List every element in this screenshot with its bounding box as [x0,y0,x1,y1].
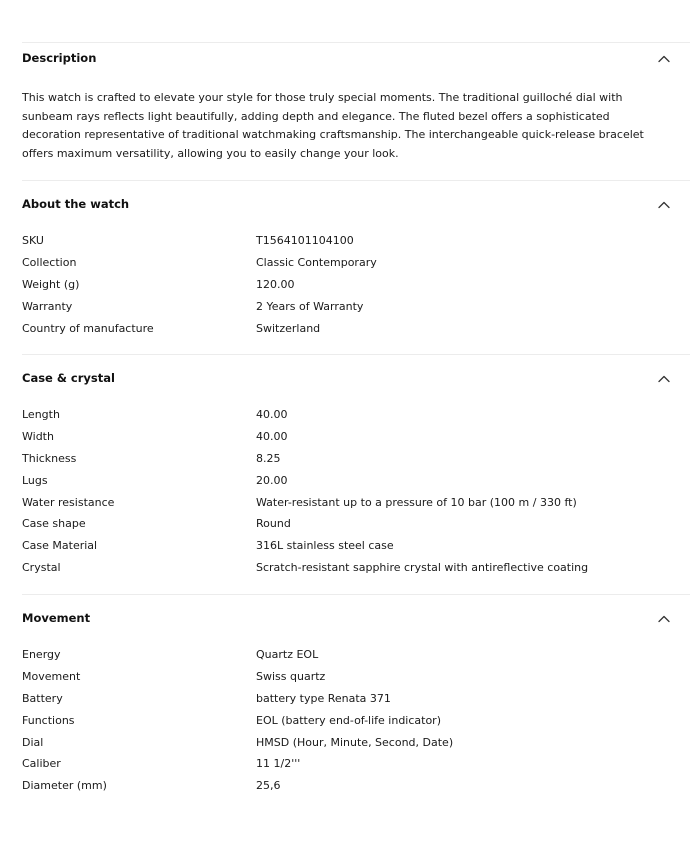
spec-label: Length [22,408,60,422]
spec-label: Dial [22,735,44,749]
spec-row [22,775,690,797]
spec-label: Water resistance [22,495,115,509]
spec-value: 8.25 [256,451,281,465]
spec-value: HMSD (Hour, Minute, Second, Date) [256,735,454,749]
spec-label: Thickness [22,451,77,465]
spec-label: Country of manufacture [22,321,154,335]
spec-row [22,535,690,557]
spec-value: Switzerland [256,321,321,335]
spec-row [22,709,690,731]
section-case-crystal [22,354,690,595]
spec-value: 120.00 [256,277,295,291]
spec-label: Functions [22,713,75,727]
spec-row [22,731,690,753]
spec-row [22,513,690,535]
spec-row [22,644,690,666]
spec-row [22,666,690,688]
spec-label: Energy [22,648,61,662]
spec-row [22,469,690,491]
spec-value: Scratch-resistant sapphire crystal with antireflective coating [256,560,589,574]
spec-value: 40.00 [256,408,288,422]
description-text: This watch is crafted to elevate your style for those truly special moments. The traditional guilloché dial with sunbeam rays reflects light beautifully, adding depth and elegance. The fluted bezel offers a sophisticated decoration representative of traditional watchmaking craftsmanship. The interchangeable quick-release bracelet offers maximum versatility, allowing you to easily change your look. [22,91,644,160]
spec-label: Warranty [22,299,73,313]
spec-row [22,295,690,317]
about-specs-table [22,230,690,339]
spec-label: Case shape [22,517,86,531]
spec-value: T1564101104100 [256,234,354,248]
spec-value: Swiss quartz [256,670,326,684]
section-title: Movement [22,611,91,625]
spec-value: 11 1/2''' [256,757,301,771]
spec-label: Diameter (mm) [22,779,107,793]
section-title: About the watch [22,197,130,211]
section-title: Case & crystal [22,371,115,385]
spec-label: Collection [22,256,77,270]
section-about-the-watch [22,180,690,355]
section-about-header[interactable] [22,189,690,219]
spec-row [22,426,690,448]
spec-value: 40.00 [256,430,288,444]
movement-specs-table [22,644,690,797]
spec-value: Classic Contemporary [256,256,377,270]
spec-label: Lugs [22,473,48,487]
section-case-header[interactable] [22,363,690,393]
spec-value: 316L stainless steel case [256,539,394,553]
section-movement-header[interactable] [22,603,690,633]
spec-value: EOL (battery end-of-life indicator) [256,713,441,727]
section-title: Description [22,51,97,65]
section-movement [22,594,690,805]
spec-row [22,491,690,513]
spec-label: Movement [22,670,81,684]
spec-value: Round [256,517,291,531]
spec-value: 25,6 [256,779,281,793]
spec-label: Crystal [22,560,61,574]
spec-label: Weight (g) [22,277,80,291]
spec-label: Width [22,430,54,444]
spec-label: Caliber [22,757,61,771]
spec-value: Water-resistant up to a pressure of 10 bar (100 m / 330 ft) [256,495,577,509]
spec-value: Quartz EOL [256,648,319,662]
spec-label: Battery [22,691,63,705]
chevron-up-icon[interactable] [658,201,670,209]
spec-row [22,448,690,470]
spec-row [22,317,690,339]
spec-value: 20.00 [256,473,288,487]
spec-row [22,274,690,296]
section-description-header[interactable] [22,43,690,73]
spec-label: SKU [22,234,44,248]
spec-row [22,404,690,426]
spec-row [22,230,690,252]
spec-row [22,252,690,274]
chevron-up-icon[interactable] [658,615,670,623]
spec-value: 2 Years of Warranty [256,299,364,313]
spec-row [22,753,690,775]
chevron-up-icon[interactable] [658,375,670,383]
spec-label: Case Material [22,539,98,553]
chevron-up-icon[interactable] [658,55,670,63]
spec-row [22,688,690,710]
spec-value: battery type Renata 371 [256,691,391,705]
section-description [22,42,690,181]
case-specs-table [22,404,690,578]
spec-row [22,557,690,579]
